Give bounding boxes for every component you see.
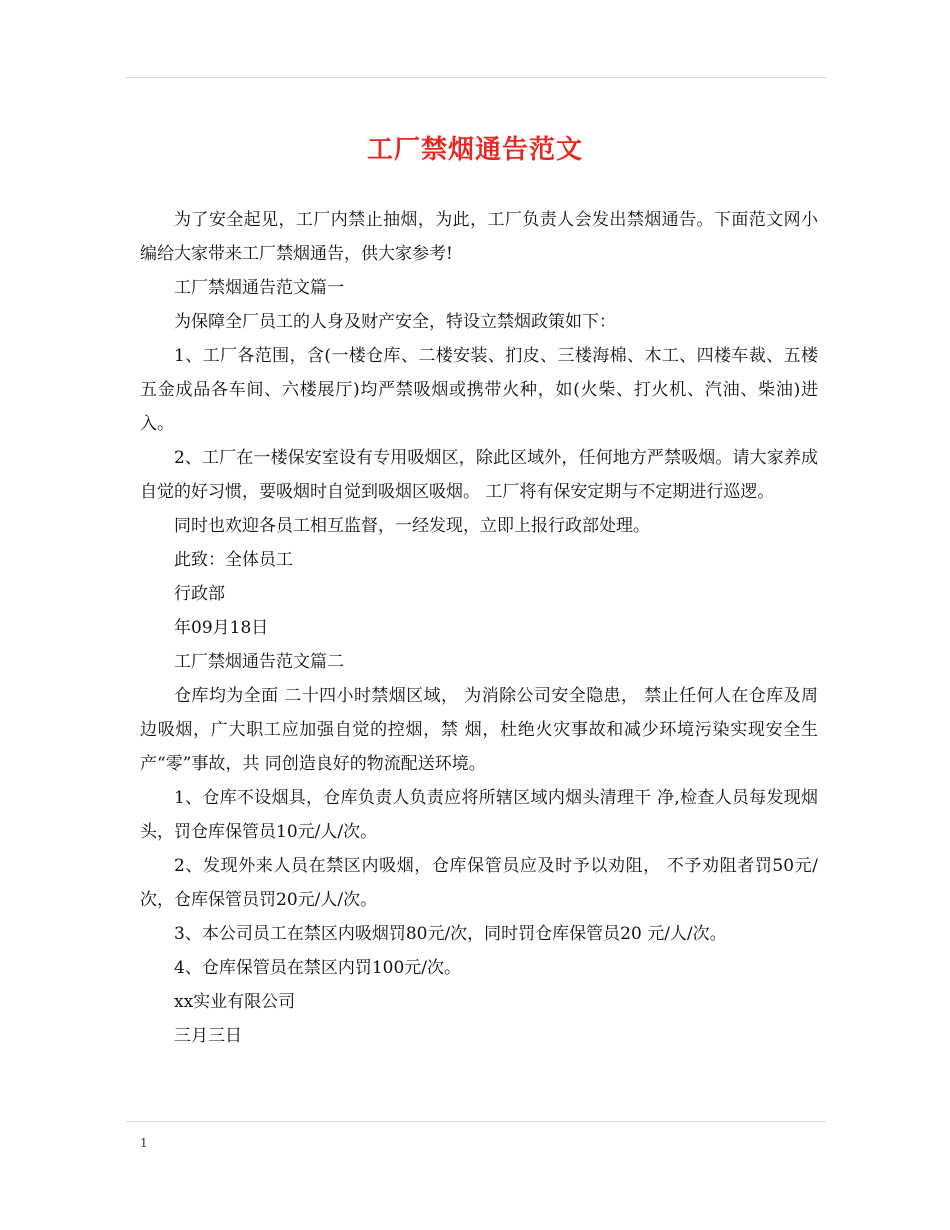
signature-date: 三月三日 bbox=[174, 1026, 242, 1046]
document-body bbox=[140, 203, 818, 1053]
signature-date: 年09月18日 bbox=[174, 618, 269, 638]
rule-item: 4、仓库保管员在禁区内罚100元/次。 bbox=[174, 958, 461, 978]
signature-department: 行政部 bbox=[174, 584, 225, 604]
section-heading-2: 工厂禁烟通告范文篇二 bbox=[174, 652, 344, 672]
signature-company: xx实业有限公司 bbox=[174, 992, 296, 1012]
page-number: 1 bbox=[140, 1136, 148, 1150]
footer-rule bbox=[126, 1121, 826, 1122]
rule-item: 1、仓库不设烟具，仓库负责人负责应将所辖区域内烟头清理干 净,检查人员每发现烟头，罚仓库保管员10元/人/次。 bbox=[140, 788, 818, 842]
document-title: 工厂禁烟通告范文 bbox=[366, 135, 583, 165]
paragraph: 同时也欢迎各员工相互监督，一经发现，立即上报行政部处理。 bbox=[174, 516, 650, 536]
rule-item: 1、工厂各范围，含(一楼仓库、二楼安装、扪皮、三楼海棉、木工、四楼车裁、五楼五金成品各车间、六楼展厅)均严禁吸烟或携带火种，如(火柴、打火机、汽油、柴油)进入。 bbox=[140, 346, 818, 434]
rule-item: 2、发现外来人员在禁区内吸烟，仓库保管员应及时予以劝阻， 不予劝阻者罚50元/次，仓库保管员罚20元/人/次。 bbox=[140, 856, 818, 910]
paragraph: 仓库均为全面 二十四小时禁烟区域， 为消除公司安全隐患， 禁止任何人在仓库及周边吸烟，广大职工应加强自觉的控烟，禁 烟，杜绝火灾事故和减少环境污染实现安全生产“零”事故，共 同创造良好的物流配送环境。 bbox=[140, 686, 818, 774]
intro-paragraph: 为了安全起见，工厂内禁止抽烟，为此，工厂负责人会发出禁烟通告。下面范文网小编给大家带来工厂禁烟通告，供大家参考! bbox=[140, 210, 818, 264]
header-rule bbox=[126, 77, 826, 78]
salutation: 此致：全体员工 bbox=[174, 550, 293, 570]
section-heading-1: 工厂禁烟通告范文篇一 bbox=[174, 278, 344, 298]
paragraph: 为保障全厂员工的人身及财产安全，特设立禁烟政策如下： bbox=[174, 312, 616, 332]
rule-item: 2、工厂在一楼保安室设有专用吸烟区，除此区域外，任何地方严禁吸烟。请大家养成自觉的好习惯，要吸烟时自觉到吸烟区吸烟。 工厂将有保安定期与不定期进行巡逻。 bbox=[140, 448, 818, 502]
rule-item: 3、本公司员工在禁区内吸烟罚80元/次，同时罚仓库保管员20 元/人/次。 bbox=[174, 924, 727, 944]
